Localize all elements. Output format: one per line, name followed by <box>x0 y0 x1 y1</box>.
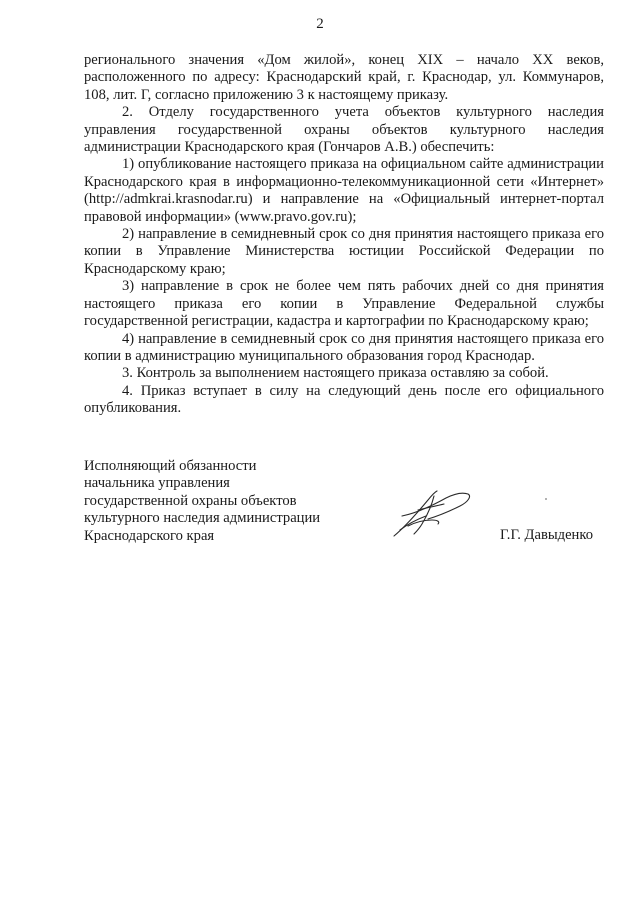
signatory-name: Г.Г. Давыденко <box>500 527 594 543</box>
page-number: 2 <box>316 16 324 32</box>
document-body <box>84 52 604 418</box>
signatory-position <box>84 458 374 545</box>
paragraph-subitem-1: 1) опубликование настоящего приказа на официальном сайте администрации Краснодарского края в информационно-телекоммуникационной сети «Интернет» (http://admkrai.krasnodar.ru) и направление на «Официальный интернет-портал правовой информации» (www.pravo.gov.ru); <box>84 156 604 225</box>
paragraph-item-2: 2. Отделу государственного учета объектов культурного наследия управления государственной охраны объектов культурного наследия администрации Краснодарского края (Гончаров А.В.) обеспечить: <box>84 104 604 156</box>
paragraph-item-4: 4. Приказ вступает в силу на следующий день после его официального опубликования. <box>84 382 604 417</box>
handwritten-signature <box>388 486 476 540</box>
scan-speck <box>545 498 547 500</box>
paragraph-item-3: 3. Контроль за выполнением настоящего приказа оставляю за собой. <box>122 365 549 382</box>
paragraph-subitem-4: 4) направление в семидневный срок со дня принятия настоящего приказа его копии в администрацию муниципального образования город Краснодар. <box>84 330 604 364</box>
position-line: культурного наследия администрации <box>84 510 321 527</box>
position-line: Исполняющий обязанности <box>84 458 257 474</box>
position-line: начальника управления <box>84 475 230 492</box>
paragraph-subitem-2: 2) направление в семидневный срок со дня принятия настоящего приказа его копии в Управление Министерства юстиции Российской Федерации по Краснодарскому краю; <box>84 226 604 277</box>
paragraph-subitem-3: 3) направление в срок не более чем пять рабочих дней со дня принятия настоящего приказа его копии в Управление Федеральной службы государственной регистрации, кадастра и картографии по Краснодарскому краю; <box>84 278 604 330</box>
position-line: государственной охраны объектов <box>84 492 297 509</box>
paragraph-continuation: регионального значения «Дом жилой», конец XIX – начало XX веков, расположенного по адресу: Краснодарский край, г. Краснодар, ул. Коммунаров, 108, лит. Г, согласно приложению 3 к настоящему приказу. <box>84 52 604 103</box>
position-line: Краснодарского края <box>84 527 215 544</box>
